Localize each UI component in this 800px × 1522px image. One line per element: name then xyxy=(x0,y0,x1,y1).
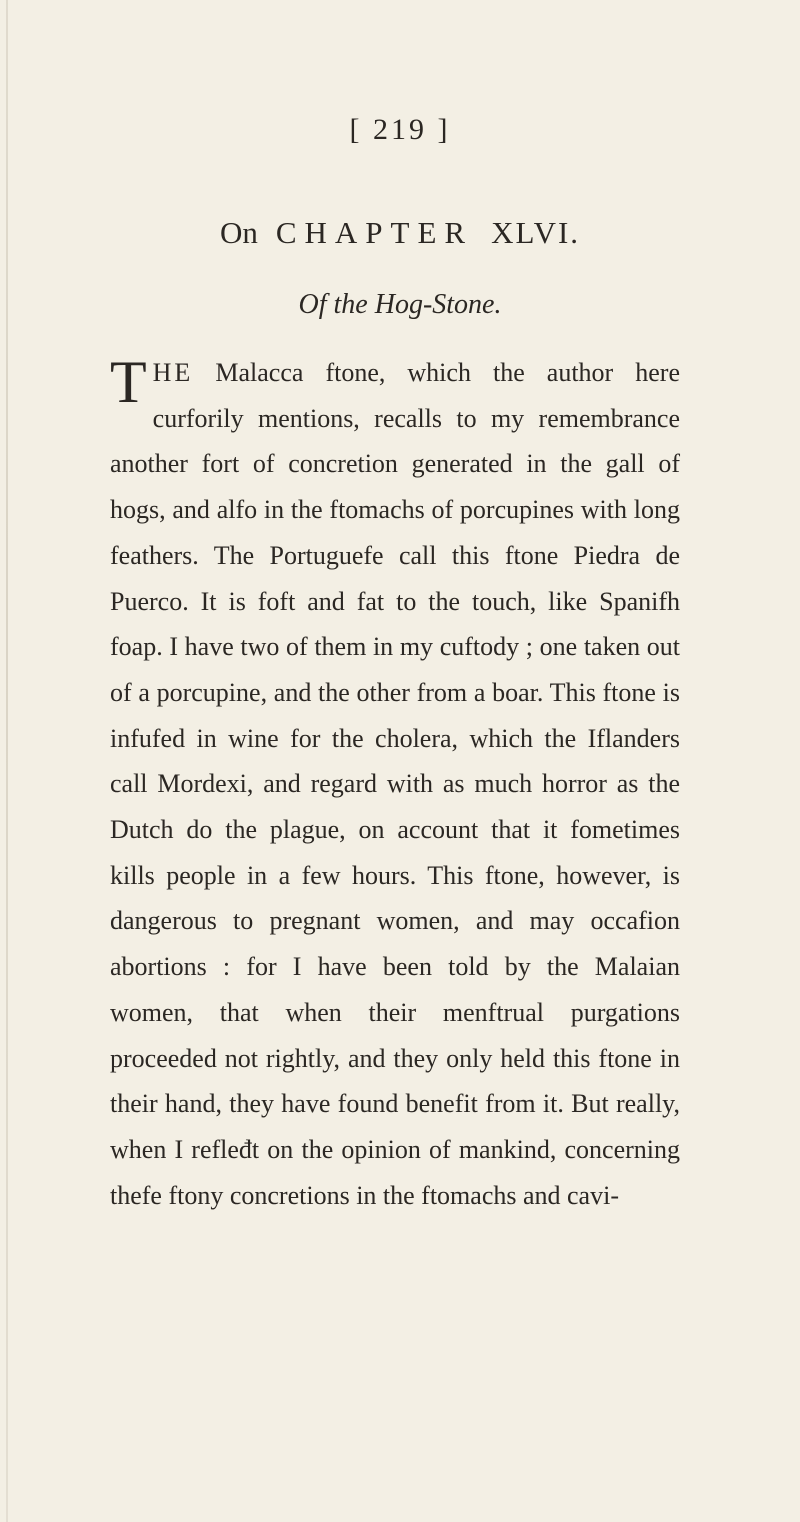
chapter-subtitle: Of the Hog-Stone. xyxy=(298,289,502,320)
page-number: [ 219 ] xyxy=(349,113,451,146)
first-word-rest: HE xyxy=(152,358,194,387)
body-paragraph xyxy=(110,350,680,1218)
chapter-heading xyxy=(0,215,800,251)
drop-cap: T xyxy=(110,349,147,415)
heading-chapter-word: CHAPTER xyxy=(275,215,474,250)
heading-prefix: On xyxy=(219,215,258,250)
body-text: Malacca ftone, which the author here curforily mentions, recalls to my remembrance another fort of concretion generated in the gall of hogs, and alfo in the ftomachs of porcupines with long feathers. The Portuguefe call this ftone Piedra de Puerco. It is foft and fat to the touch, like Spanifh foap. I have two of them in my cuftody ; one taken out of a porcupine, and the other from a boar. This ftone is infufed in wine for the cholera, which the Iflanders call Mordexi, and regard with as much horror as the Dutch do the plague, on account that it fometimes kills people in a few hours. This ftone, however, is dangerous to pregnant women, and may occafion abortions : for I have been told by the Malaian women, that when their menftrual purgations proceeded not rightly, and they only held this ftone in their hand, they have found benefit from it. But really, when I refleđt on the opinion of mankind, concerning thefe ftony concretions in the ftomachs and cavi- xyxy=(110,358,680,1210)
heading-chapter-number: XLVI. xyxy=(491,215,581,250)
